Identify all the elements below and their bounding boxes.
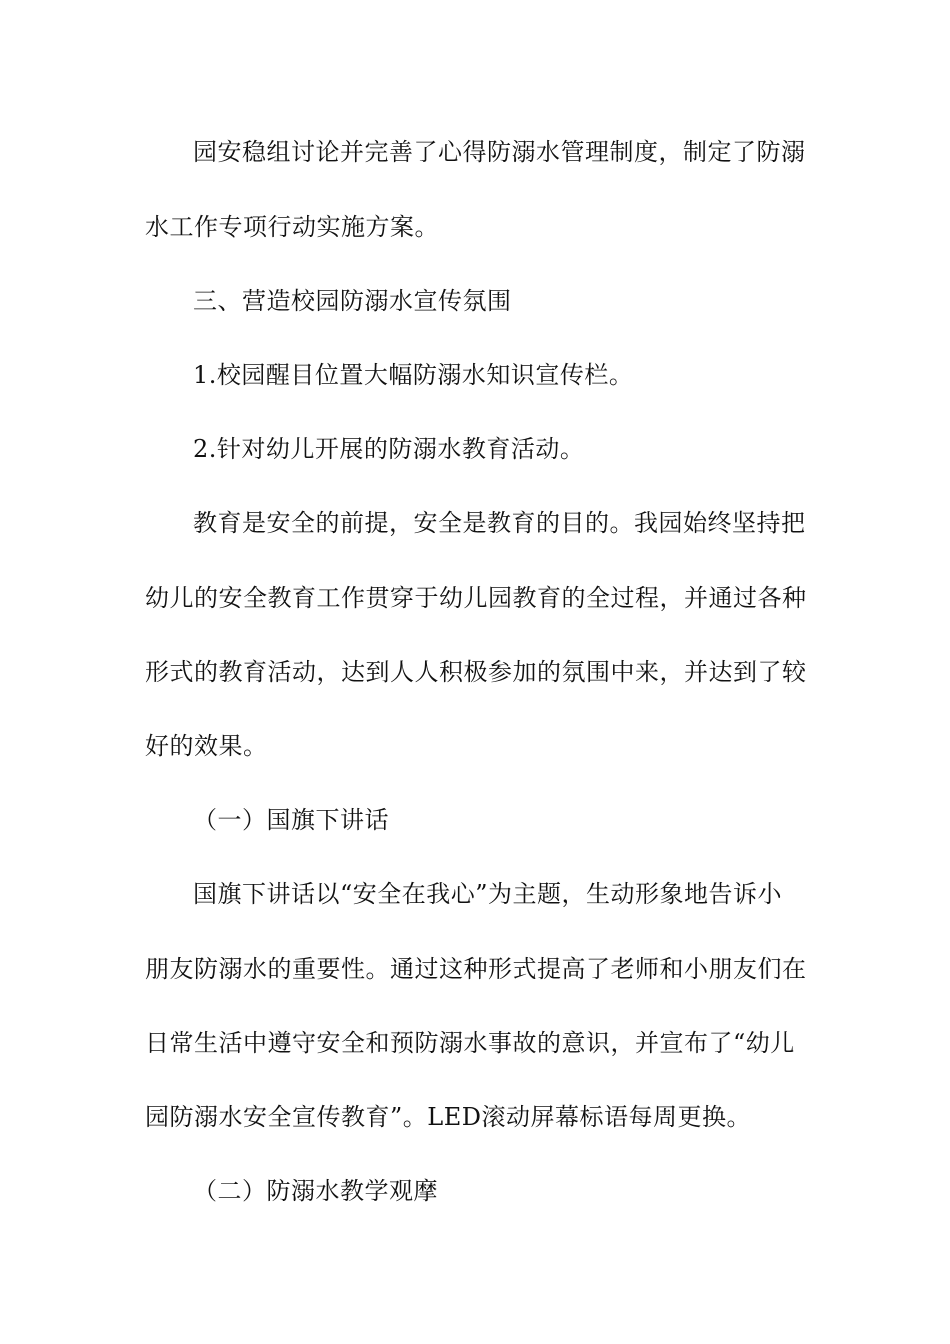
subsection-heading: （一）国旗下讲话 — [193, 806, 389, 834]
list-item: 1.校园醒目位置大幅防溺水知识宣传栏。 — [193, 361, 634, 389]
paragraph-line: 国旗下讲话以“安全在我心”为主题，生动形象地告诉小 — [193, 880, 783, 908]
paragraph-line: 教育是安全的前提，安全是教育的目的。我园始终坚持把 — [193, 509, 806, 537]
paragraph-line: 朋友防溺水的重要性。通过这种形式提高了老师和小朋友们在 — [145, 955, 807, 983]
paragraph-line: 园安稳组讨论并完善了心得防溺水管理制度，制定了防溺 — [193, 138, 806, 166]
paragraph-line: 日常生活中遵守安全和预防溺水事故的意识，并宣布了“幼儿 — [145, 1029, 795, 1057]
paragraph-line: 水工作专项行动实施方案。 — [145, 213, 439, 241]
section-heading: 三、营造校园防溺水宣传氛围 — [193, 287, 512, 315]
paragraph-line: 形式的教育活动，达到人人积极参加的氛围中来，并达到了较 — [145, 658, 807, 686]
subsection-heading: （二）防溺水教学观摩 — [193, 1177, 438, 1205]
list-item: 2.针对幼儿开展的防溺水教育活动。 — [193, 435, 585, 463]
paragraph-line: 园防溺水安全宣传教育”。LED滚动屏幕标语每周更换。 — [145, 1103, 751, 1131]
paragraph-line: 幼儿的安全教育工作贯穿于幼儿园教育的全过程，并通过各种 — [145, 584, 807, 612]
paragraph-line: 好的效果。 — [145, 732, 268, 760]
